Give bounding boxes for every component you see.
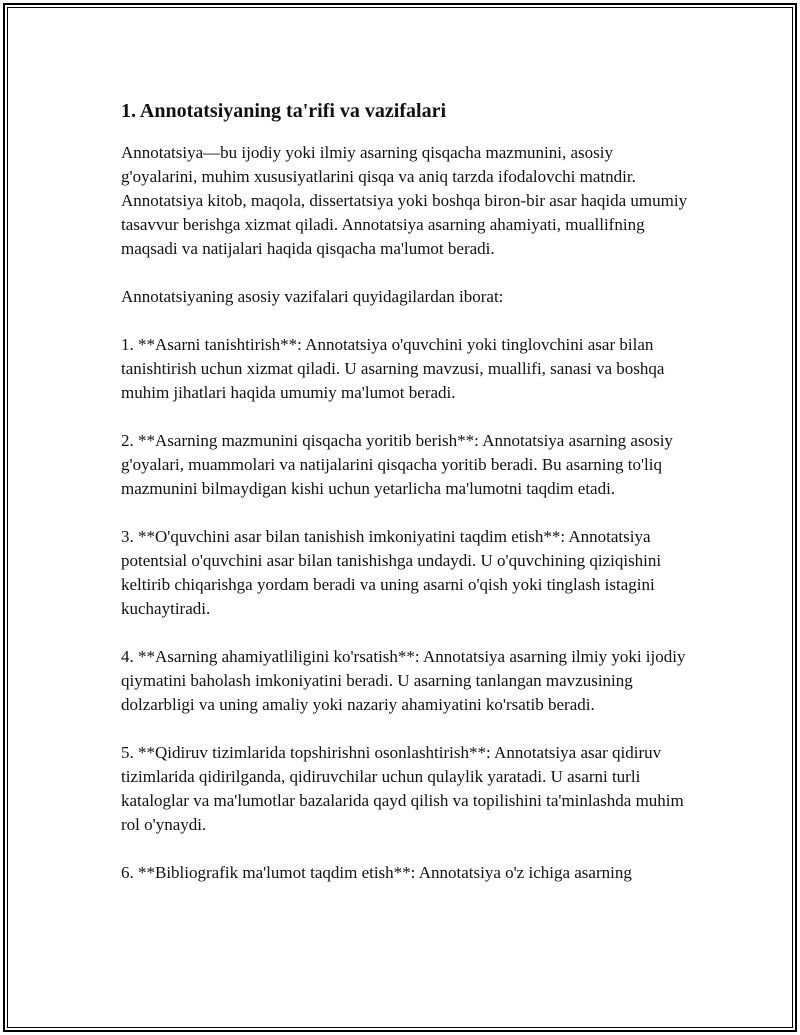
paragraph-intro: Annotatsiya—bu ijodiy yoki ilmiy asarning qisqacha mazmunini, asosiy g'oyalarini, muhim xususiyatlarini qisqa va aniq tarzda ifodalovchi matndir. Annotatsiya kitob, maqola, dissertatsiya yoki boshqa biron-bir asar haqida umumiy tasavvur berishga xizmat qiladi. Annotatsiya asarning ahamiyati, muallifning maqsadi va natijalari haqida qisqacha ma'lumot beradi. bbox=[121, 143, 688, 258]
paragraph-item-4: 4. **Asarning ahamiyatliligini ko'rsatish**: Annotatsiya asarning ilmiy yoki ijodiy qiymatini baholash imkoniyatini beradi. U asarning tanlangan mavzusining dolzarbligi va uning amaliy yoki nazariy ahamiyatini ko'rsatib beradi. bbox=[121, 647, 686, 714]
paragraph-item-3: 3. **O'quvchini asar bilan tanishish imkoniyatini taqdim etish**: Annotatsiya potentsial o'quvchini asar bilan tanishishga undaydi. U o'quvchining qiziqishini keltirib chiqarishga yordam beradi va uning asarni o'qish yoki tinglash istagini kuchaytiradi. bbox=[121, 527, 662, 618]
paragraph-functions-lead: Annotatsiyaning asosiy vazifalari quyidagilardan iborat: bbox=[121, 287, 504, 306]
paragraph-item-5: 5. **Qidiruv tizimlarida topshirishni osonlashtirish**: Annotatsiya asar qidiruv tizimlarida qidirilganda, qidiruvchilar uchun qulaylik yaratadi. U asarni turli kataloglar va ma'lumotlar bazalarida qayd qilish va topilishini ta'minlashda muhim rol o'ynaydi. bbox=[121, 743, 684, 834]
document-body bbox=[121, 98, 691, 909]
paragraph-item-6: 6. **Bibliografik ma'lumot taqdim etish**: Annotatsiya o'z ichiga asarning bbox=[121, 863, 632, 882]
paragraph-item-1: 1. **Asarni tanishtirish**: Annotatsiya o'quvchini yoki tinglovchini asar bilan tanishtirish uchun xizmat qiladi. U asarning mavzusi, muallifi, sanasi va boshqa muhim jihatlari haqida umumiy ma'lumot beradi. bbox=[121, 335, 665, 402]
section-heading: 1. Annotatsiyaning ta'rifi va vazifalari bbox=[121, 100, 446, 122]
paragraph-item-2: 2. **Asarning mazmunini qisqacha yoritib berish**: Annotatsiya asarning asosiy g'oyalari, muammolari va natijalarini qisqacha yoritib beradi. Bu asarning to'liq mazmunini bilmaydigan kishi uchun yetarlicha ma'lumotni taqdim etadi. bbox=[121, 431, 673, 498]
page-frame bbox=[3, 3, 797, 1032]
